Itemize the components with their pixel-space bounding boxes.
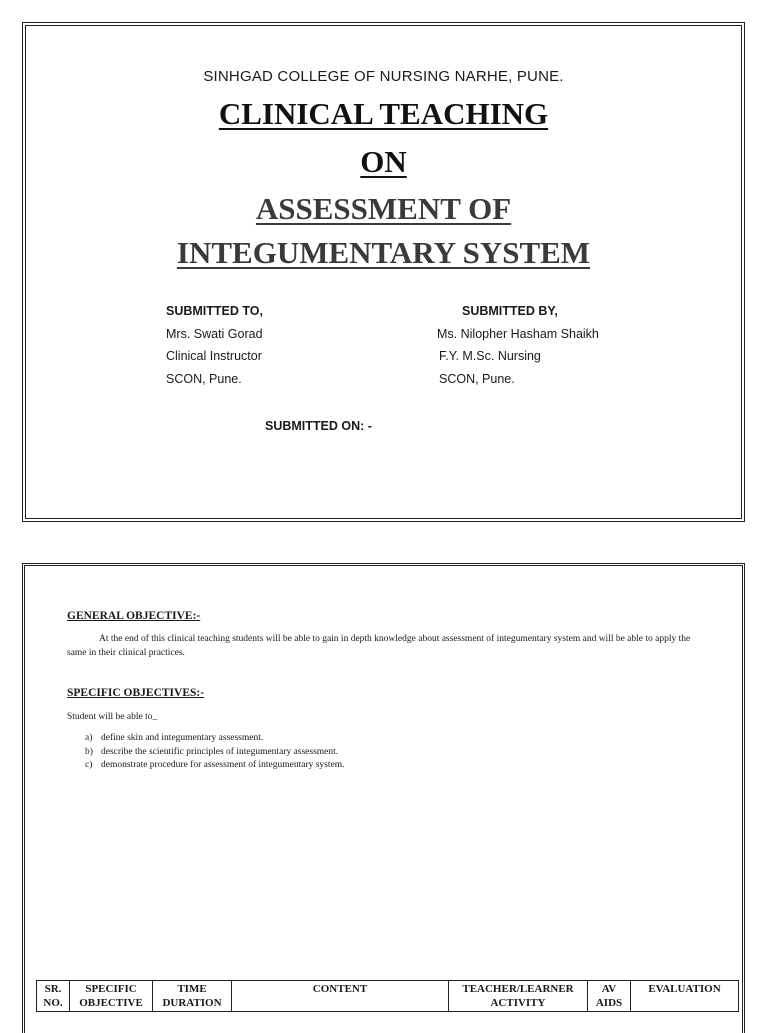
submitted-to-role: Clinical Instructor bbox=[166, 349, 262, 363]
title-line-4: INTEGUMENTARY SYSTEM bbox=[176, 235, 591, 270]
submitted-by-block bbox=[437, 300, 599, 390]
header-content: CONTENT bbox=[232, 981, 449, 1012]
submitted-by-heading: SUBMITTED BY, bbox=[462, 304, 558, 318]
submitted-to-place: SCON, Pune. bbox=[166, 371, 242, 386]
list-item: a) define skin and integumentary assessment. bbox=[85, 733, 264, 743]
specific-objectives-heading: SPECIFIC OBJECTIVES:- bbox=[67, 687, 205, 699]
submitted-by-place: SCON, Pune. bbox=[439, 371, 515, 386]
specific-objectives-intro: Student will be able to_ bbox=[67, 712, 158, 722]
objectives-page bbox=[22, 563, 745, 1033]
header-sr-no: SR. NO. bbox=[37, 981, 70, 1012]
list-item: c) demonstrate procedure for assessment of integumentary system. bbox=[85, 760, 345, 770]
specific-objectives-list bbox=[85, 732, 700, 773]
submitted-to-heading: SUBMITTED TO, bbox=[166, 304, 263, 318]
title-line-2: ON bbox=[360, 144, 407, 179]
title-line-3: ASSESSMENT OF bbox=[255, 191, 512, 226]
submitted-on: SUBMITTED ON: - bbox=[265, 419, 372, 433]
table-header-row bbox=[37, 981, 739, 1012]
general-objective-heading: GENERAL OBJECTIVE:- bbox=[67, 610, 201, 622]
submitted-by-role: F.Y. M.Sc. Nursing bbox=[439, 349, 541, 363]
header-evaluation: EVALUATION bbox=[631, 981, 739, 1012]
college-name: SINHGAD COLLEGE OF NURSING NARHE, PUNE. bbox=[203, 68, 564, 85]
submitted-to-block bbox=[166, 300, 263, 390]
header-specific-objective: SPECIFIC OBJECTIVE bbox=[70, 981, 153, 1012]
list-item: b) describe the scientific principles of integumentary assessment. bbox=[85, 746, 339, 757]
submitted-to-name: Mrs. Swati Gorad bbox=[166, 326, 263, 341]
submitted-by-name: Ms. Nilopher Hasham Shaikh bbox=[437, 326, 599, 341]
header-teacher-learner-activity: TEACHER/LEARNER ACTIVITY bbox=[449, 981, 588, 1012]
lesson-plan-table bbox=[36, 980, 739, 1012]
cover-page bbox=[22, 22, 745, 522]
general-objective-text: At the end of this clinical teaching students will be able to gain in depth knowledge about assessment of integumentary system and will be able to apply the same in their clinical practices. bbox=[67, 634, 691, 658]
header-time-duration: TIME DURATION bbox=[153, 981, 232, 1012]
title-line-1: CLINICAL TEACHING bbox=[218, 96, 549, 131]
header-av-aids: AV AIDS bbox=[588, 981, 631, 1012]
